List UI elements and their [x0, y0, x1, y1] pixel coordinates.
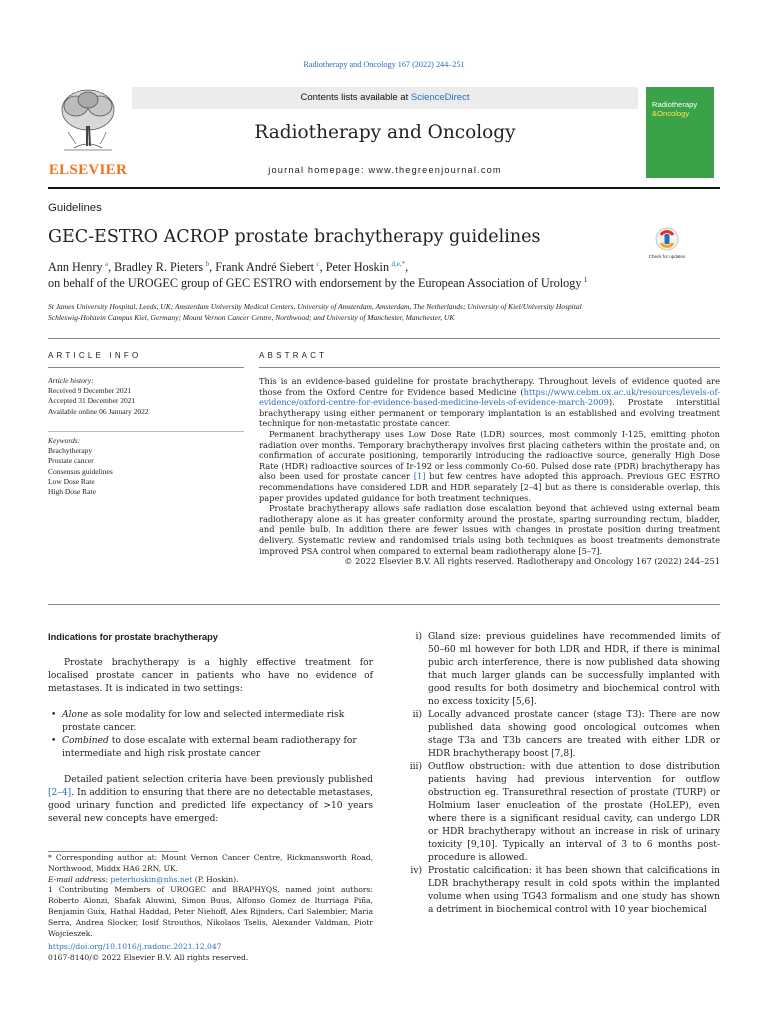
author-name[interactable]: Frank André Siebert	[215, 260, 315, 274]
list-number: iii)	[409, 762, 422, 772]
abstract-paragraph	[259, 376, 720, 429]
history-accepted: Accepted 31 December 2021	[48, 396, 136, 406]
corresponding-author-note: * Corresponding author at: Mount Vernon Cancer Centre, Rickmansworth Road, Northwood, Middx HA6 2RN, UK.	[48, 853, 373, 873]
author-line-2	[48, 275, 728, 291]
elsevier-wordmark: ELSEVIER	[48, 162, 128, 178]
doi-block	[48, 941, 248, 963]
check-updates-label: Check for updates	[648, 254, 686, 259]
keyword-item: High Dose Rate	[48, 487, 96, 497]
author-name[interactable]: Bradley R. Pieters	[114, 260, 204, 274]
email-note	[48, 875, 373, 886]
keywords	[48, 436, 244, 497]
section-heading: Indications for prostate brachytherapy	[48, 632, 218, 642]
article-info-rule	[48, 367, 244, 368]
abstract-paragraph	[259, 429, 720, 503]
abstract-bottom-rule	[48, 604, 720, 605]
list-number: ii)	[412, 710, 422, 720]
cover-title	[652, 101, 710, 118]
contributors-note: 1 Contributing Members of UROGEC and BRAPHYQS, named joint authors: Roberto Alonzi, Shafak Aluwini, Simon Buus, Alfonso Gomez de Iturriaga Piña, Benjamin Guix, Hathal Haddad, Peter Niehoff, Alex Rijnders, Carl Salembier, Maria Serra, Andrea Slocker, Iosif Strouthos, Nikolaos Tselis, Alexander Valdman, Piotr Wojcieszek.	[48, 885, 373, 938]
affiliations	[48, 301, 728, 324]
keyword-item: Prostate cancer	[48, 456, 94, 466]
abstract-heading: ABSTRACT	[259, 351, 328, 360]
body-left-column	[48, 631, 373, 826]
body-paragraph	[48, 774, 373, 826]
cover-title-line1: Radiotherapy	[652, 100, 698, 109]
list-item	[48, 709, 373, 735]
journal-reference[interactable]: Radiotherapy and Oncology 167 (2022) 244–251	[303, 60, 465, 69]
body-text: Detailed patient selection criteria have been previously published	[64, 775, 373, 785]
author-affil-sup[interactable]: c	[316, 259, 320, 268]
list-item-text: Gland size: previous guidelines have recommended limits of 50–60 ml however for both LDR and HDR, if there is minimal pubic arch interference, there is now published data showing that much larger glands can be successfully implanted with good results for both dosimetry and biochemical control with no excess toxicity [5,6].	[428, 632, 720, 707]
history-online: Available online 06 January 2022	[48, 406, 149, 416]
affiliation-line-1: St James University Hospital, Leeds, UK; Amsterdam University Medical Centers, University of Amsterdam, Amsterdam, The Netherlands; University of Kiel/University Hospital	[48, 302, 582, 311]
list-item	[395, 709, 720, 761]
author-line-1: Ann Henry $^a$, Bradley R. Pieters $^b$, Frank André Siebert $^c$, Peter Hoskin $^{d,e,*}$,	[48, 259, 409, 274]
group-statement: on behalf of the UROGEC group of GEC ESTRO with endorsement by the European Association of Urology	[48, 276, 582, 290]
author-name[interactable]: Ann Henry	[48, 260, 103, 274]
email-label: E-mail address:	[48, 874, 111, 884]
body-paragraph: Prostate brachytherapy is a highly effective treatment for localised prostate cancer in patients who have no evidence of metastases. It is indicated in two settings:	[48, 658, 373, 694]
sciencedirect-link[interactable]: ScienceDirect	[410, 92, 470, 103]
list-item	[48, 735, 373, 761]
keyword-item: Low Dose Rate	[48, 476, 95, 486]
group-footnote-sup[interactable]: 1	[583, 275, 588, 284]
affiliation-line-2: Schleswig-Holstein Campus Kiel, Germany; Mount Vernon Cancer Centre, Northwood; and University of Manchester, Manchester, UK	[48, 313, 455, 323]
list-item	[395, 865, 720, 917]
article-type: Guidelines	[48, 202, 102, 214]
reference-link[interactable]: [2–4]	[48, 788, 72, 798]
contents-prefix: Contents lists available at	[300, 92, 411, 103]
abstract-text: but few centres have adopted this approach. Previous GEC ESTRO recommendations have considered LDR and HDR separately [2–4] but as there is considerable overlap, this paper provides updated guidance for both treatment techniques.	[259, 471, 720, 503]
body-right-column	[395, 631, 720, 917]
journal-homepage[interactable]: journal homepage: www.thegreenjournal.com	[268, 165, 502, 175]
list-item-text: Locally advanced prostate cancer (stage T3): There are now published data showing good oncological outcomes when stage T3a and T3b cancers are treated with either LDR or HDR brachytherapy boost [7,8].	[428, 710, 720, 759]
author-list	[48, 259, 728, 291]
keyword-item: Brachytherapy	[48, 446, 93, 456]
footnote-rule	[48, 851, 178, 852]
journal-title: Radiotherapy and Oncology	[254, 122, 516, 143]
list-item-emphasis: Alone	[62, 710, 89, 720]
footnotes	[48, 853, 373, 939]
article-title: GEC-ESTRO ACROP prostate brachytherapy guidelines	[48, 227, 541, 247]
abstract-body	[259, 376, 720, 567]
list-item-text: Prostatic calcification: it has been shown that calcifications in LDR brachytherapy result in cold spots within the implanted volume when using TG43 formalism and one study has shown a detriment in biochemical control with 10 year biochemical	[428, 866, 720, 915]
issn-line: 0167-8140/© 2022 Elsevier B.V. All rights reserved.	[48, 953, 249, 962]
list-item	[395, 761, 720, 865]
abstract-text: This is an evidence-based guideline for prostate brachytherapy. Throughout levels of evidence quoted are those from the Oxford Centre for Evidence based Medicine (	[259, 376, 720, 397]
elsevier-tree-icon	[54, 86, 122, 156]
history-heading: Article history:	[48, 376, 94, 385]
contents-strip	[132, 87, 638, 109]
list-item-text: Outflow obstruction: with due attention to dose distribution patients having had previous intervention for outflow obstruction eg. Transurethral resection of prostate (TURP) or Holmium laser enucleation of the prostate (HoLEP), even where there is a significant residual cavity, can undergo LDR or HDR brachytherapy without an increase in risk of urinary toxicity [9,10]. Typically an interval of 3 to 6 months post-procedure is allowed.	[428, 762, 720, 863]
journal-header	[132, 87, 638, 179]
author-name[interactable]: Peter Hoskin	[325, 260, 390, 274]
author-affil-sup[interactable]: a	[104, 259, 109, 268]
doi-link[interactable]: https://doi.org/10.1016/j.radonc.2021.12.047	[48, 942, 222, 951]
body-text: . In addition to ensuring that there are no detectable metastases, good urinary function and predicted life expectancy of >10 years several new concepts have emerged:	[48, 788, 373, 824]
check-updates-icon	[647, 226, 687, 254]
abstract-text: Permanent brachytherapy uses Low Dose Rate (LDR) sources, most commonly I-125, emitting photon radiation over months. Temporary brachytherapy involves first placing catheters within the prostate and, on confirmation of accurate positioning, temporarily introducing the radioactive source, generally High Dose Rate (HDR) radioactive sources of Ir-192 or less commonly Co-60. Pulsed dose rate (PDR) brachytherapy has also been used for prostate cancer	[259, 428, 720, 482]
copyright-line: © 2022 Elsevier B.V. All rights reserved. Radiotherapy and Oncology 167 (2022) 244–251	[344, 556, 720, 567]
reference-link[interactable]: [1]	[413, 471, 426, 482]
concept-list	[395, 631, 720, 917]
list-number: i)	[415, 632, 422, 642]
keywords-heading: Keywords:	[48, 436, 81, 445]
abstract-rule	[259, 367, 720, 368]
keywords-rule	[48, 431, 244, 432]
journal-cover-thumbnail[interactable]	[646, 87, 714, 178]
elsevier-logo[interactable]	[48, 86, 128, 180]
abstract-text: ). Prostate interstitial brachytherapy using either permanent or temporary implantation is an established and evolving treatment technique for non-metastatic prostate cancer.	[259, 397, 720, 429]
bullet-icon: •	[51, 710, 57, 720]
list-item-text: to dose escalate with external beam radiotherapy for intermediate and high risk prostate cancer	[62, 736, 357, 759]
abstract-paragraph: Prostate brachytherapy allows safe radiation dose escalation beyond that achieved using external beam radiotherapy alone as it has greater conformity around the prostate, sparing surrounding rectum, bladder, and penile bulb. In addition there are fewer issues with changes in prostate position during treatment delivery. Systematic review and randomised trials using both techniques as boost treatments demonstrate improved PSA control when compared to external beam radiotherapy alone [5–7].	[259, 503, 720, 556]
keyword-item: Consensus guidelines	[48, 466, 113, 476]
cebm-link[interactable]: https://www.cebm.ox.ac.uk/resources/levels-of-evidence/oxford-centre-for-evidence-based-medicine-levels-of-evidence-march-2009	[259, 386, 720, 408]
list-item	[395, 631, 720, 709]
section-rule	[48, 338, 720, 339]
list-number: iv)	[410, 866, 422, 876]
article-info-heading: ARTICLE INFO	[48, 351, 142, 360]
author-affil-sup[interactable]: b	[205, 259, 210, 268]
cover-title-line2: &Oncology	[652, 108, 690, 118]
header-rule	[48, 187, 720, 189]
history-received: Received 9 December 2021	[48, 386, 132, 396]
email-tail: (P. Hoskin).	[192, 874, 239, 884]
bullet-icon: •	[51, 736, 57, 746]
article-history	[48, 376, 244, 417]
list-item-emphasis: Combined	[62, 736, 109, 746]
list-item-text: as sole modality for low and selected intermediate risk prostate cancer.	[62, 710, 345, 733]
indication-list	[48, 709, 373, 761]
author-affil-sup[interactable]: d,e,*	[391, 259, 406, 268]
email-link[interactable]: peterhoskin@nhs.net	[110, 874, 193, 884]
